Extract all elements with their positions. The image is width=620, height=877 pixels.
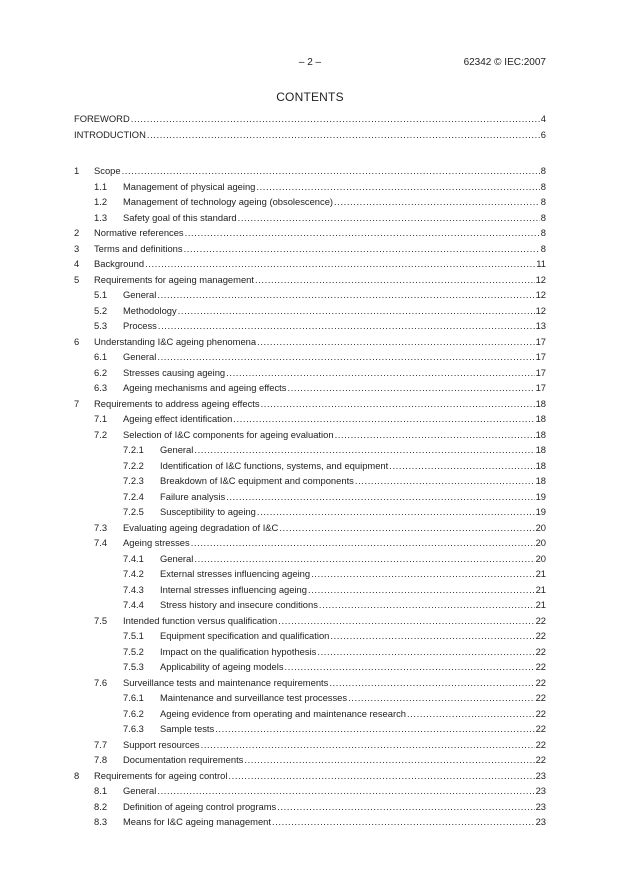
toc-entry-page: 8: [540, 227, 546, 238]
toc-entry-label: INTRODUCTION: [74, 128, 146, 140]
toc-entry-label: Ageing mechanisms and ageing effects: [123, 382, 287, 393]
toc-entry[interactable]: [74, 287, 546, 303]
dot-leader: [407, 706, 535, 722]
toc-entry-label: Ageing stresses: [123, 537, 190, 548]
toc-entry-number: 8.2: [94, 800, 108, 812]
toc-entry-number: 7.2.4: [123, 490, 144, 502]
dot-leader: [131, 111, 540, 127]
toc-entry-page: 8: [540, 242, 546, 254]
toc-entry-number: 7.6.2: [123, 707, 144, 719]
toc-entry-page: 23: [535, 800, 546, 812]
dot-leader: [389, 458, 534, 474]
toc-entry-page: 23: [535, 769, 546, 781]
toc-entry[interactable]: [74, 380, 546, 396]
toc-entry-label: Terms and definitions: [94, 242, 183, 254]
toc-entry[interactable]: [74, 520, 546, 536]
toc-entry-number: 7.1: [94, 413, 108, 424]
toc-entry[interactable]: [74, 163, 546, 179]
toc-entry-number: 7.8: [94, 754, 108, 765]
toc-entry-page: 22: [535, 707, 546, 719]
toc-entry-page: 4: [540, 113, 546, 124]
toc-entry-page: 13: [535, 320, 546, 331]
toc-entry-label: Failure analysis: [160, 490, 226, 502]
toc-entry-number: 2: [74, 227, 80, 238]
toc-entry-label: General: [123, 785, 157, 796]
toc-entry-number: 7.4.2: [123, 568, 144, 579]
toc-entry[interactable]: [74, 752, 546, 768]
toc-entry-number: 8: [74, 769, 80, 781]
toc-entry-number: 5.1: [94, 289, 108, 300]
toc-entry-label: Identification of I&C functions, systems, and equipment: [160, 459, 389, 471]
toc-entry[interactable]: [74, 127, 546, 143]
toc-entry-number: 7.4.4: [123, 599, 144, 610]
dot-leader: [334, 194, 540, 210]
toc-entry-page: 11: [536, 258, 546, 269]
toc-entry[interactable]: [74, 179, 546, 195]
toc-entry[interactable]: [74, 644, 546, 660]
toc-entry[interactable]: [74, 111, 546, 127]
toc-entry-label: Background: [94, 258, 145, 269]
toc-entry-number: 7.7: [94, 738, 108, 750]
toc-entry-page: 21: [535, 583, 546, 595]
toc-entry-number: 1: [74, 165, 80, 176]
toc-entry[interactable]: [74, 504, 546, 520]
toc-entry-number: 5.3: [94, 320, 108, 331]
dot-leader: [278, 613, 534, 629]
toc-entry-label: Requirements for ageing management: [94, 273, 254, 285]
toc-entry-page: 8: [540, 165, 546, 176]
toc-entry-label: Sample tests: [160, 723, 215, 734]
toc-entry[interactable]: [74, 706, 546, 722]
toc-entry[interactable]: [74, 659, 546, 675]
dot-leader: [287, 380, 534, 396]
toc-entry-number: 8.3: [94, 816, 108, 827]
dot-leader: [201, 737, 535, 753]
toc-entry-page: 22: [535, 738, 546, 750]
toc-entry-label: Surveillance tests and maintenance requirements: [123, 676, 329, 688]
dot-leader: [228, 768, 534, 784]
dot-leader: [255, 272, 535, 288]
toc-entry-number: 7.2.3: [123, 475, 144, 486]
toc-entry-number: 6.3: [94, 382, 108, 393]
toc-entry-label: Stresses causing ageing: [123, 366, 226, 378]
toc-entry-page: 8: [540, 196, 546, 207]
dot-leader: [194, 551, 534, 567]
toc-entry-label: Scope: [94, 165, 121, 176]
dot-leader: [244, 752, 534, 768]
dot-leader: [226, 489, 534, 505]
toc-entry-number: 6: [74, 335, 80, 347]
toc-entry-page: 22: [535, 754, 546, 765]
toc-entry-page: 18: [535, 475, 546, 486]
toc-entry-page: 22: [535, 676, 546, 688]
toc-entry-label: Stress history and insecure conditions: [160, 599, 318, 610]
toc-entry[interactable]: [74, 318, 546, 334]
toc-entry-number: 7.5: [94, 614, 108, 626]
toc-entry-label: Means for I&C ageing management: [123, 816, 271, 827]
dot-leader: [277, 799, 534, 815]
toc-entry-page: 17: [535, 382, 546, 393]
toc-entry-label: Ageing effect identification: [123, 413, 233, 424]
toc-entry-number: 7.4: [94, 537, 108, 548]
toc-entry[interactable]: [74, 613, 546, 629]
toc-entry-page: 21: [535, 599, 546, 610]
toc-entry-label: Support resources: [123, 738, 200, 750]
toc-entry[interactable]: [74, 582, 546, 598]
toc-entry[interactable]: [74, 365, 546, 381]
toc-entry-label: External stresses influencing ageing: [160, 568, 311, 579]
toc-entry-page: 18: [535, 428, 546, 440]
toc-entry-number: 6.2: [94, 366, 108, 378]
dot-leader: [178, 303, 535, 319]
toc-entry[interactable]: [74, 473, 546, 489]
dot-leader: [157, 349, 534, 365]
toc-entry[interactable]: [74, 427, 546, 443]
toc-entry[interactable]: [74, 194, 546, 210]
toc-entry-number: 7.2.1: [123, 444, 144, 455]
toc-entry-label: Ageing evidence from operating and maintenance research: [160, 707, 406, 719]
toc-entry-label: Applicability of ageing models: [160, 661, 284, 672]
dot-leader: [191, 535, 535, 551]
toc-entry[interactable]: [74, 210, 546, 226]
toc-entry[interactable]: [74, 799, 546, 815]
toc-entry-number: 7.6: [94, 676, 108, 688]
toc-entry-page: 20: [535, 537, 546, 548]
toc-entry-label: Evaluating ageing degradation of I&C: [123, 521, 279, 533]
toc-entry-number: 1.2: [94, 196, 108, 207]
toc-entry[interactable]: [74, 737, 546, 753]
toc-entry-label: Impact on the qualification hypothesis: [160, 645, 317, 657]
toc-entry-number: 7.2.2: [123, 459, 144, 471]
dot-leader: [147, 127, 540, 143]
toc-entry[interactable]: [74, 628, 546, 644]
dot-leader: [184, 241, 540, 257]
standard-reference: 62342 © IEC:2007: [463, 57, 546, 68]
toc-entry-page: 12: [535, 273, 546, 285]
dot-leader: [185, 225, 540, 241]
toc-entry-label: General: [123, 289, 157, 300]
toc-entry-label: Breakdown of I&C equipment and components: [160, 475, 354, 486]
toc-front-matter: [74, 111, 546, 142]
toc-entry[interactable]: [74, 303, 546, 319]
toc-entry-number: 6.1: [94, 351, 108, 362]
dot-leader: [279, 520, 534, 536]
toc-entry-page: 18: [535, 459, 546, 471]
toc-entry[interactable]: [74, 272, 546, 288]
toc-entry-page: 22: [535, 645, 546, 657]
dot-leader: [158, 318, 535, 334]
toc-entry-label: Requirements for ageing control: [94, 769, 228, 781]
dot-leader: [122, 163, 540, 179]
dot-leader: [308, 582, 535, 598]
dot-leader: [317, 644, 534, 660]
toc-entry-page: 17: [535, 335, 546, 347]
toc-entry-label: Methodology: [123, 304, 177, 316]
toc-entry-number: 4: [74, 258, 80, 269]
toc-entry-label: Equipment specification and qualification: [160, 630, 330, 641]
toc-entry-page: 22: [535, 723, 546, 734]
toc-entry-page: 17: [535, 351, 546, 362]
toc-entry-page: 22: [535, 630, 546, 641]
toc-entry-number: 7.3: [94, 521, 108, 533]
toc-entry[interactable]: [74, 442, 546, 458]
toc-entry[interactable]: [74, 690, 546, 706]
toc-entry-number: 7.2.5: [123, 506, 144, 517]
toc-entry-label: Internal stresses influencing ageing: [160, 583, 307, 595]
toc-entry-number: 7.4.3: [123, 583, 144, 595]
toc-entry[interactable]: [74, 349, 546, 365]
toc-entry-number: 3: [74, 242, 80, 254]
toc-entry-page: 19: [535, 490, 546, 502]
dot-leader: [355, 473, 535, 489]
dot-leader: [215, 721, 534, 737]
toc-entry-page: 18: [535, 413, 546, 424]
toc-entry-page: 8: [540, 180, 546, 192]
toc-entry-label: Intended function versus qualification: [123, 614, 278, 626]
toc-entry-label: Definition of ageing control programs: [123, 800, 277, 812]
toc-entry-number: 1.1: [94, 180, 108, 192]
toc-entry-number: 7.6.3: [123, 723, 144, 734]
toc-entry[interactable]: [74, 241, 546, 257]
toc-entries: [74, 163, 546, 830]
toc-entry-number: 7.2: [94, 428, 108, 440]
toc-entry-number: 5.2: [94, 304, 108, 316]
toc-entry[interactable]: [74, 675, 546, 691]
toc-entry[interactable]: [74, 535, 546, 551]
dot-leader: [233, 411, 534, 427]
toc-entry-label: General: [160, 444, 194, 455]
toc-entry-label: Maintenance and surveillance test processes: [160, 692, 348, 703]
page-number: – 2 –: [298, 57, 322, 68]
toc-entry-label: Selection of I&C components for ageing evaluation: [123, 428, 334, 440]
dot-leader: [256, 179, 539, 195]
toc-entry-number: 7.4.1: [123, 552, 144, 564]
toc-entry-label: Susceptibility to ageing: [160, 506, 256, 517]
toc-entry-page: 23: [535, 816, 546, 827]
dot-leader: [257, 504, 535, 520]
toc-entry-label: Process: [123, 320, 157, 331]
toc-entry[interactable]: [74, 489, 546, 505]
toc-entry-number: 7.5.1: [123, 630, 144, 641]
toc-entry-page: 20: [535, 552, 546, 564]
toc-entry-page: 18: [535, 397, 546, 409]
toc-entry-label: Management of technology ageing (obsolescence): [123, 196, 334, 207]
toc-entry-label: Understanding I&C ageing phenomena: [94, 335, 257, 347]
toc-entry-page: 22: [535, 614, 546, 626]
toc-entry-page: 12: [535, 304, 546, 316]
toc-entry-page: 8: [540, 211, 546, 223]
toc-entry-page: 18: [535, 444, 546, 455]
toc-entry-page: 20: [535, 521, 546, 533]
dot-leader: [157, 783, 534, 799]
toc-entry-label: General: [123, 351, 157, 362]
toc-entry-label: Requirements to address ageing effects: [94, 397, 260, 409]
dot-leader: [319, 597, 535, 613]
dot-leader: [348, 690, 534, 706]
dot-leader: [226, 365, 534, 381]
toc-entry[interactable]: [74, 768, 546, 784]
dot-leader: [311, 566, 534, 582]
toc-entry-number: 7: [74, 397, 80, 409]
toc-entry-label: FOREWORD: [74, 113, 130, 124]
dot-leader: [272, 814, 535, 830]
toc-entry-page: 19: [535, 506, 546, 517]
toc-entry-number: 7.5.3: [123, 661, 144, 672]
toc-entry-page: 12: [535, 289, 546, 300]
toc-entry-page: 23: [535, 785, 546, 796]
toc-entry[interactable]: [74, 334, 546, 350]
toc-entry-page: 22: [535, 661, 546, 672]
toc-entry-number: 5: [74, 273, 80, 285]
toc-entry-label: General: [160, 552, 194, 564]
toc-entry-label: Normative references: [94, 227, 184, 238]
toc-entry-page: 6: [540, 128, 546, 140]
dot-leader: [261, 396, 535, 412]
dot-leader: [238, 210, 540, 226]
toc-entry[interactable]: [74, 783, 546, 799]
toc-entry[interactable]: [74, 814, 546, 830]
dot-leader: [329, 675, 534, 691]
dot-leader: [257, 334, 534, 350]
dot-leader: [157, 287, 534, 303]
toc-entry-number: 7.6.1: [123, 692, 144, 703]
toc-entry[interactable]: [74, 551, 546, 567]
toc-entry-number: 8.1: [94, 785, 108, 796]
dot-leader: [194, 442, 534, 458]
toc-entry[interactable]: [74, 225, 546, 241]
toc-entry-number: 1.3: [94, 211, 108, 223]
toc-entry[interactable]: [74, 256, 546, 272]
dot-leader: [145, 256, 535, 272]
toc-entry-page: 21: [535, 568, 546, 579]
toc-entry[interactable]: [74, 396, 546, 412]
dot-leader: [285, 659, 535, 675]
toc-entry-page: 22: [535, 692, 546, 703]
toc-entry-label: Safety goal of this standard: [123, 211, 237, 223]
dot-leader: [330, 628, 534, 644]
page-title: CONTENTS: [276, 90, 344, 104]
toc-entry[interactable]: [74, 458, 546, 474]
toc-entry-label: Management of physical ageing: [123, 180, 256, 192]
dot-leader: [335, 427, 535, 443]
toc-entry-page: 17: [535, 366, 546, 378]
toc-entry[interactable]: [74, 721, 546, 737]
toc-entry[interactable]: [74, 566, 546, 582]
toc-entry-label: Documentation requirements: [123, 754, 244, 765]
toc-entry[interactable]: [74, 597, 546, 613]
toc-entry-number: 7.5.2: [123, 645, 144, 657]
toc-entry[interactable]: [74, 411, 546, 427]
